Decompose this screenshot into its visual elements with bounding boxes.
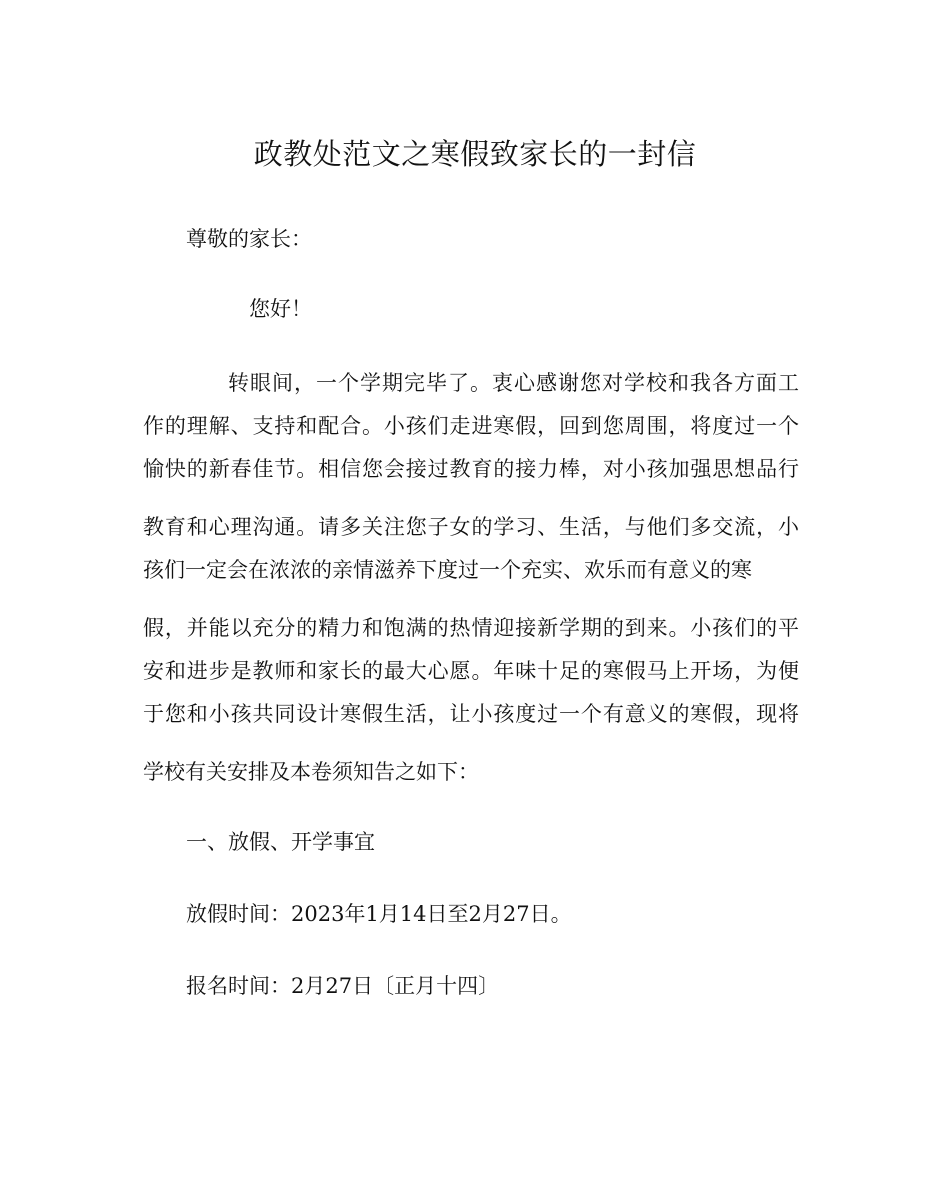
document-title: 政教处范文之寒假致家长的一封信 [253, 137, 697, 171]
salutation: 尊敬的家长： [186, 227, 312, 251]
paragraph-line-6: 假，并能以充分的精力和饱满的热情迎接新学期的到来。小孩们的平 [143, 616, 799, 640]
paragraph-line-3: 愉快的新春佳节。相信您会接过教育的接力棒，对小孩加强思想品行 [143, 457, 799, 481]
paragraph-line-5: 孩们一定会在浓浓的亲情滋养下度过一个充实、欢乐而有意义的寒 [143, 558, 752, 582]
registration-time: 报名时间：2月27日〔正月十四〕 [186, 974, 500, 998]
paragraph-line-8: 于您和小孩共同设计寒假生活，让小孩度过一个有意义的寒假，现将 [143, 702, 799, 726]
vacation-time: 放假时间：2023年1月14日至2月27日。 [186, 902, 572, 926]
paragraph-line-2: 作的理解、支持和配合。小孩们走进寒假，回到您周围，将度过一个 [143, 414, 799, 438]
paragraph-line-4: 教育和心理沟通。请多关注您子女的学习、生活，与他们多交流，小 [143, 515, 799, 539]
section-heading: 一、放假、开学事宜 [186, 830, 375, 854]
paragraph-line-7: 安和进步是教师和家长的最大心愿。年味十足的寒假马上开场，为便 [143, 659, 799, 683]
paragraph-line-9: 学校有关安排及本卷须知告之如下： [143, 760, 479, 784]
paragraph-line-1: 转眼间，一个学期完毕了。衷心感谢您对学校和我各方面工 [228, 371, 799, 395]
greeting: 您好！ [249, 297, 312, 321]
